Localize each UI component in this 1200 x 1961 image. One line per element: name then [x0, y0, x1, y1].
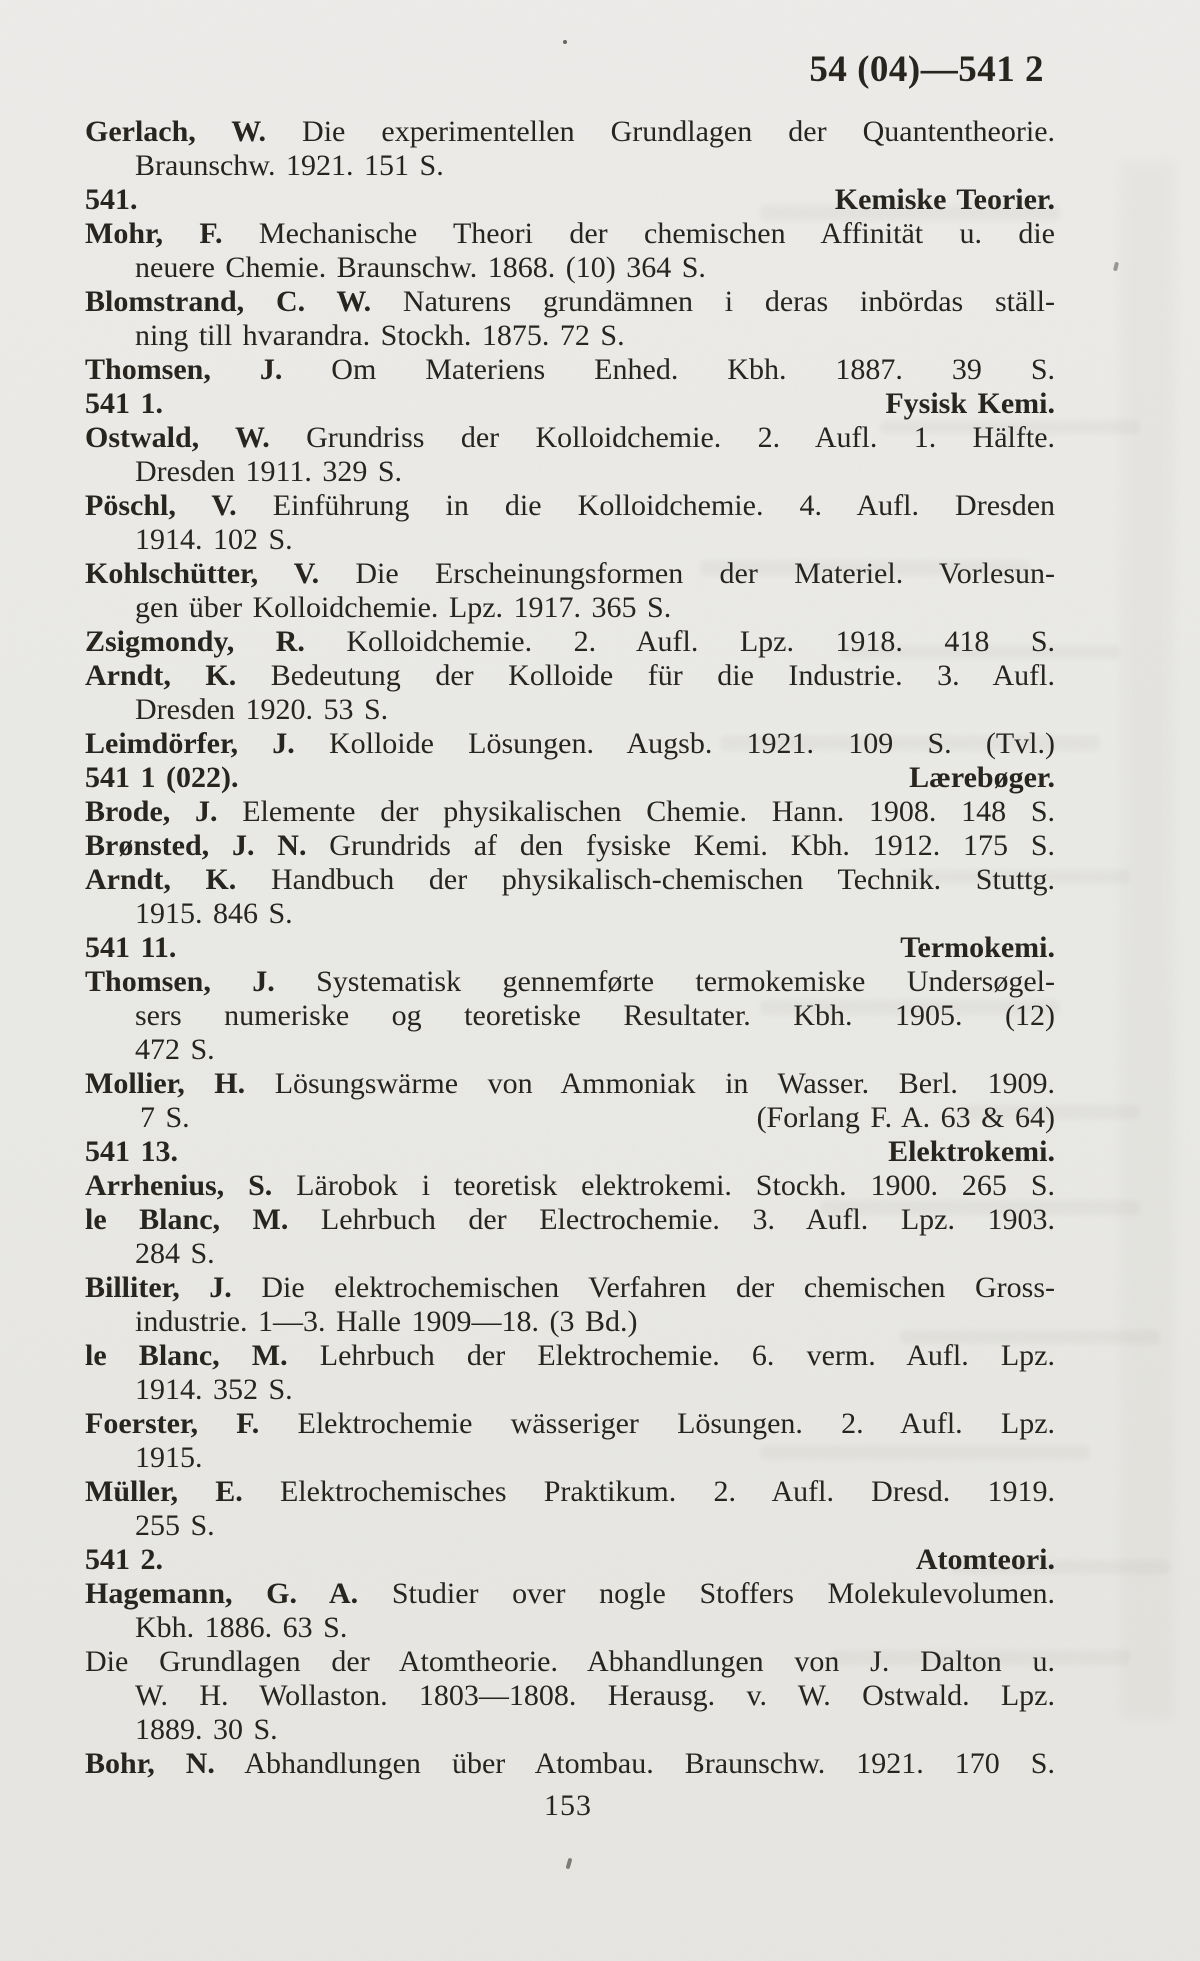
entry-text: Dresden 1920. 53 S.: [135, 693, 389, 726]
ink-speck: [1113, 262, 1119, 272]
entry-text: Die experimentellen Grundlagen der Quantentheorie.: [302, 115, 1056, 148]
entry-author: Gerlach, W.: [85, 115, 267, 148]
entry-text: ning till hvarandra. Stockh. 1875. 72 S.: [135, 319, 625, 352]
entry-line: [85, 557, 1055, 591]
entry-author: Bohr, N.: [85, 1747, 215, 1780]
entry-author: Zsigmondy, R.: [85, 625, 305, 658]
section-row: [85, 1135, 1055, 1169]
entry-line: [85, 1271, 1055, 1305]
entry-author: Hagemann, G. A.: [85, 1577, 359, 1610]
entry-line: [85, 1339, 1055, 1373]
entry-text: Die Erscheinungsformen der Materiel. Vorlesun-: [355, 557, 1056, 590]
section-title: Kemiske Teorier.: [834, 183, 1055, 216]
entry-line: [85, 1237, 1055, 1271]
entry-author: Thomsen, J.: [85, 965, 275, 998]
entry-text: 1914. 102 S.: [135, 523, 293, 556]
entry-text: W. H. Wollaston. 1803—1808. Herausg. v. W. Ostwald. Lpz.: [135, 1679, 1055, 1712]
bib-entry: [85, 1203, 1055, 1271]
bib-entry: [85, 829, 1055, 863]
bib-entry: [85, 795, 1055, 829]
entry-author: Billiter, J.: [85, 1271, 232, 1304]
section-row: [85, 761, 1055, 795]
entry-author: Blomstrand, C. W.: [85, 285, 372, 318]
section-row: [85, 931, 1055, 965]
entry-line: [85, 829, 1055, 863]
entry-line: [85, 1407, 1055, 1441]
entry-text: Om Materiens Enhed. Kbh. 1887. 39 S.: [331, 353, 1056, 386]
entry-text: neuere Chemie. Braunschw. 1868. (10) 364 S.: [135, 251, 706, 284]
bib-entry: [85, 625, 1055, 659]
entry-author: Thomsen, J.: [85, 353, 283, 386]
section-title: Termokemi.: [900, 931, 1055, 964]
entry-text: Einführung in die Kolloidchemie. 4. Aufl. Dresden: [272, 489, 1056, 522]
entry-text: Abhandlungen über Atombau. Braunschw. 1921. 170 S.: [244, 1747, 1055, 1780]
entry-line: [85, 1373, 1055, 1407]
bibliography-list: [85, 115, 1055, 1781]
entry-line: [85, 115, 1055, 149]
entry-author: Müller, E.: [85, 1475, 243, 1508]
entry-split-line: [85, 1101, 1055, 1135]
section-code: 541 2.: [85, 1543, 163, 1576]
bib-entry: [85, 557, 1055, 625]
entry-author: Arndt, K.: [85, 863, 237, 896]
entry-line: [85, 693, 1055, 727]
section-title: Lærebøger.: [909, 761, 1055, 794]
entry-text: 1914. 352 S.: [135, 1373, 293, 1406]
bib-entry: [85, 1407, 1055, 1475]
bib-entry: [85, 353, 1055, 387]
entry-line: [85, 1747, 1055, 1781]
entry-text: Systematisk gennemførte termokemiske Undersøgel-: [316, 965, 1055, 998]
entry-text: Grundriss der Kolloidchemie. 2. Aufl. 1. Hälfte.: [306, 421, 1056, 454]
entry-text: 1889. 30 S.: [135, 1713, 278, 1746]
entry-text: Handbuch der physikalisch-chemischen Technik. Stuttg.: [270, 863, 1056, 896]
page-number: 153: [544, 1789, 592, 1822]
bib-entry: [85, 659, 1055, 727]
bib-entry: [85, 217, 1055, 285]
entry-text: Studier over nogle Stoffers Molekulevolumen.: [391, 1577, 1056, 1610]
entry-author: Mohr, F.: [85, 217, 223, 250]
bib-entry: [85, 1577, 1055, 1645]
entry-line: [85, 625, 1055, 659]
bib-entry: [85, 421, 1055, 489]
entry-line: [85, 1679, 1055, 1713]
entry-line: [85, 999, 1055, 1033]
entry-line: [85, 319, 1055, 353]
section-row: [85, 183, 1055, 217]
entry-line: [85, 1509, 1055, 1543]
entry-line: [85, 217, 1055, 251]
entry-author: Arndt, K.: [85, 659, 237, 692]
section-title: Atomteori.: [915, 1543, 1055, 1576]
entry-line: [85, 1305, 1055, 1339]
bib-entry: [85, 965, 1055, 1067]
entry-text: 1915.: [135, 1441, 203, 1474]
entry-text: Bedeutung der Kolloide für die Industrie. 3. Aufl.: [270, 659, 1056, 692]
entry-author: Leimdörfer, J.: [85, 727, 295, 760]
entry-line: [85, 489, 1055, 523]
bib-entry: [85, 1271, 1055, 1339]
ink-speck: [563, 40, 567, 44]
bib-entry: [85, 115, 1055, 183]
entry-line: [85, 1033, 1055, 1067]
entry-line: [85, 1611, 1055, 1645]
entry-author: Brønsted, J. N.: [85, 829, 307, 862]
bleedthrough-smudge: [1120, 160, 1175, 1720]
entry-author: Pöschl, V.: [85, 489, 237, 522]
entry-text: Mechanische Theori der chemischen Affinität u. die: [258, 217, 1055, 250]
section-row: [85, 1543, 1055, 1577]
entry-line: [85, 1441, 1055, 1475]
entry-line: [85, 1577, 1055, 1611]
entry-text: Elektrochemisches Praktikum. 2. Aufl. Dresd. 1919.: [279, 1475, 1056, 1508]
entry-series-note: (Forlang F. A. 63 & 64): [756, 1101, 1055, 1134]
entry-text: Lehrbuch der Elektrochemie. 6. verm. Aufl. Lpz.: [319, 1339, 1055, 1372]
entry-text: Elemente der physikalischen Chemie. Hann. 1908. 148 S.: [242, 795, 1056, 828]
entry-text: 1915. 846 S.: [135, 897, 293, 930]
entry-author: Kohlschütter, V.: [85, 557, 320, 590]
entry-text: 472 S.: [135, 1033, 215, 1066]
entry-text: Dresden 1911. 329 S.: [135, 455, 403, 488]
section-code: 541 11.: [85, 931, 177, 964]
entry-line: [85, 353, 1055, 387]
entry-line: [85, 1475, 1055, 1509]
entry-text: Braunschw. 1921. 151 S.: [135, 149, 444, 182]
bib-entry: [85, 1067, 1055, 1135]
entry-line: [85, 1203, 1055, 1237]
page-header-classification: 54 (04)—541 2: [809, 49, 1044, 90]
entry-line: [85, 251, 1055, 285]
bib-entry: [85, 1169, 1055, 1203]
entry-text: gen über Kolloidchemie. Lpz. 1917. 365 S.: [135, 591, 672, 624]
entry-line: [85, 149, 1055, 183]
entry-line: [85, 659, 1055, 693]
section-row: [85, 387, 1055, 421]
bib-entry: [85, 489, 1055, 557]
section-code: 541 1 (022).: [85, 761, 239, 794]
entry-line: [85, 1067, 1055, 1101]
bib-entry: [85, 1645, 1055, 1747]
entry-line: [85, 795, 1055, 829]
entry-author: Brode, J.: [85, 795, 218, 828]
entry-text: Die elektrochemischen Verfahren der chemischen Gross-: [261, 1271, 1055, 1304]
entry-text: Lösungswärme von Ammoniak in Wasser. Berl. 1909.: [274, 1067, 1055, 1100]
entry-line: [85, 285, 1055, 319]
entry-text: Kolloide Lösungen. Augsb. 1921. 109 S. (Tvl.): [328, 727, 1056, 760]
entry-line: [85, 727, 1055, 761]
bib-entry: [85, 1475, 1055, 1543]
entry-text: industrie. 1—3. Halle 1909—18. (3 Bd.): [135, 1305, 638, 1338]
entry-line: [85, 591, 1055, 625]
bib-entry: [85, 727, 1055, 761]
entry-line: [85, 897, 1055, 931]
entry-text: sers numeriske og teoretiske Resultater. Kbh. 1905. (12): [135, 999, 1055, 1032]
entry-text: 284 S.: [135, 1237, 215, 1270]
entry-text: Naturens grundämnen i deras inbördas ställ-: [402, 285, 1055, 318]
section-code: 541.: [85, 183, 138, 216]
ink-speck: [566, 1858, 573, 1870]
entry-author: le Blanc, M.: [85, 1339, 288, 1372]
bib-entry: [85, 285, 1055, 353]
section-title: Fysisk Kemi.: [885, 387, 1055, 420]
entry-text: Lärobok i teoretisk elektrokemi. Stockh. 1900. 265 S.: [296, 1169, 1056, 1202]
section-code: 541 13.: [85, 1135, 178, 1168]
section-title: Elektrokemi.: [888, 1135, 1055, 1168]
entry-line: [85, 863, 1055, 897]
entry-text: 255 S.: [135, 1509, 215, 1542]
entry-text: Die Grundlagen der Atomtheorie. Abhandlungen von J. Dalton u.: [85, 1645, 1055, 1678]
entry-line: [85, 1713, 1055, 1747]
entry-author: Foerster, F.: [85, 1407, 260, 1440]
bib-entry: [85, 1339, 1055, 1407]
entry-text: Kolloidchemie. 2. Aufl. Lpz. 1918. 418 S.: [346, 625, 1056, 658]
entry-line: [85, 421, 1055, 455]
entry-line: [85, 965, 1055, 999]
entry-pages: 7 S.: [140, 1101, 190, 1134]
entry-text: Lehrbuch der Electrochemie. 3. Aufl. Lpz. 1903.: [320, 1203, 1055, 1236]
entry-line: [85, 523, 1055, 557]
bib-entry: [85, 1747, 1055, 1781]
entry-line: [85, 455, 1055, 489]
entry-text: Kbh. 1886. 63 S.: [135, 1611, 348, 1644]
entry-author: Ostwald, W.: [85, 421, 270, 454]
entry-author: Mollier, H.: [85, 1067, 246, 1100]
entry-line: [85, 1645, 1055, 1679]
entry-text: Elektrochemie wässeriger Lösungen. 2. Aufl. Lpz.: [297, 1407, 1056, 1440]
section-code: 541 1.: [85, 387, 163, 420]
entry-line: [85, 1169, 1055, 1203]
entry-author: le Blanc, M.: [85, 1203, 289, 1236]
entry-author: Arrhenius, S.: [85, 1169, 273, 1202]
entry-text: Grundrids af den fysiske Kemi. Kbh. 1912. 175 S.: [329, 829, 1056, 862]
bib-entry: [85, 863, 1055, 931]
